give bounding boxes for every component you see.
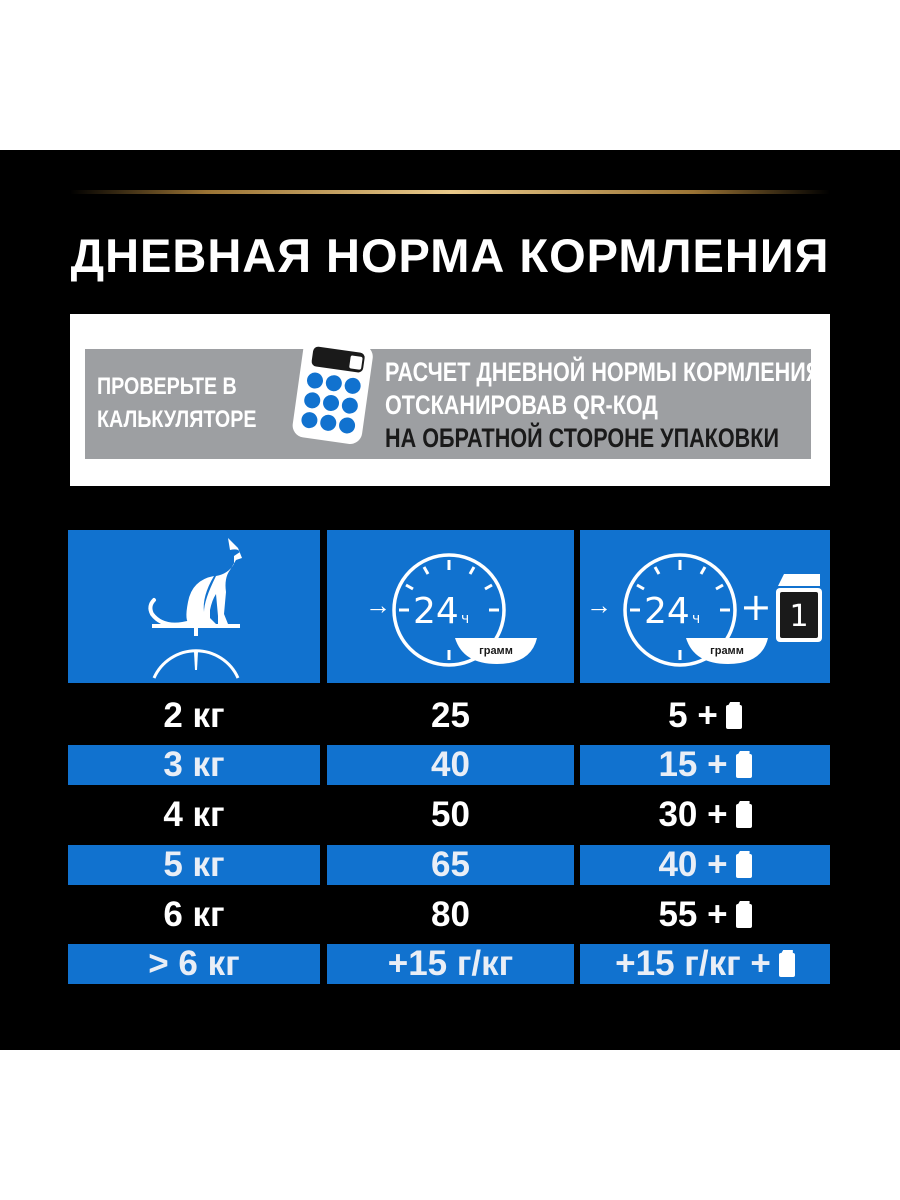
pouch-icon [779, 953, 795, 977]
table-dry-grams: 50 [431, 795, 470, 834]
table-mixed: 40 + [580, 845, 830, 885]
svg-text:24: 24 [644, 591, 690, 632]
pouch-icon [736, 754, 752, 778]
table-weight: 6 кг [163, 895, 225, 934]
calculator-icon [288, 333, 376, 445]
pouch-icon [736, 854, 752, 878]
cat-on-scale-icon [68, 530, 320, 683]
table-weight: 5 кг [68, 845, 320, 885]
page-title: ДНЕВНАЯ НОРМА КОРМЛЕНИЯ [70, 229, 830, 282]
table-mixed: 30 + [580, 795, 830, 835]
header-cat-weight [68, 530, 320, 683]
svg-text:→: → [586, 590, 612, 620]
table-dry-grams: 40 [327, 745, 574, 785]
header-dry-food [327, 530, 574, 683]
pouch-icon [726, 705, 742, 729]
table-mixed: +15 г/кг + [580, 944, 830, 984]
pouch-icon [736, 904, 752, 928]
table-weight: 4 кг [163, 795, 225, 834]
qr-instructions: РАСЧЕТ ДНЕВНОЙ НОРМЫ КОРМЛЕНИЯ, ОТСКАНИРОВАВ QR-КОД НА ОБРАТНОЙ СТОРОНЕ УПАКОВКИ [385, 357, 828, 453]
table-weight: 2 кг [163, 696, 225, 735]
calculator-check-label: ПРОВЕРЬТЕ В КАЛЬКУЛЯТОРЕ [97, 373, 257, 433]
table-dry-grams: +15 г/кг [327, 944, 574, 984]
gold-divider [70, 190, 830, 194]
table-dry-grams: 80 [431, 895, 470, 934]
header-mixed-feeding [580, 530, 830, 683]
pouch-icon [736, 804, 752, 828]
svg-text:+: + [740, 585, 772, 629]
table-mixed: 55 + [580, 895, 830, 935]
clock-hours: 24 [413, 591, 459, 632]
svg-text:грамм: грамм [710, 645, 744, 657]
svg-text:ч: ч [692, 611, 701, 627]
pouch-count: 1 [789, 599, 809, 634]
svg-text:ч: ч [461, 611, 470, 627]
table-weight: > 6 кг [68, 944, 320, 984]
clock-24h-bowl-plus-pouch-icon [580, 530, 830, 683]
table-weight: 3 кг [68, 745, 320, 785]
table-dry-grams: 25 [431, 696, 470, 735]
clock-24h-bowl-icon [327, 530, 574, 683]
table-mixed: 15 + [580, 745, 830, 785]
svg-text:грамм: грамм [479, 645, 513, 657]
svg-text:→: → [365, 590, 391, 620]
table-dry-grams: 65 [327, 845, 574, 885]
table-mixed: 5 + [580, 696, 830, 736]
